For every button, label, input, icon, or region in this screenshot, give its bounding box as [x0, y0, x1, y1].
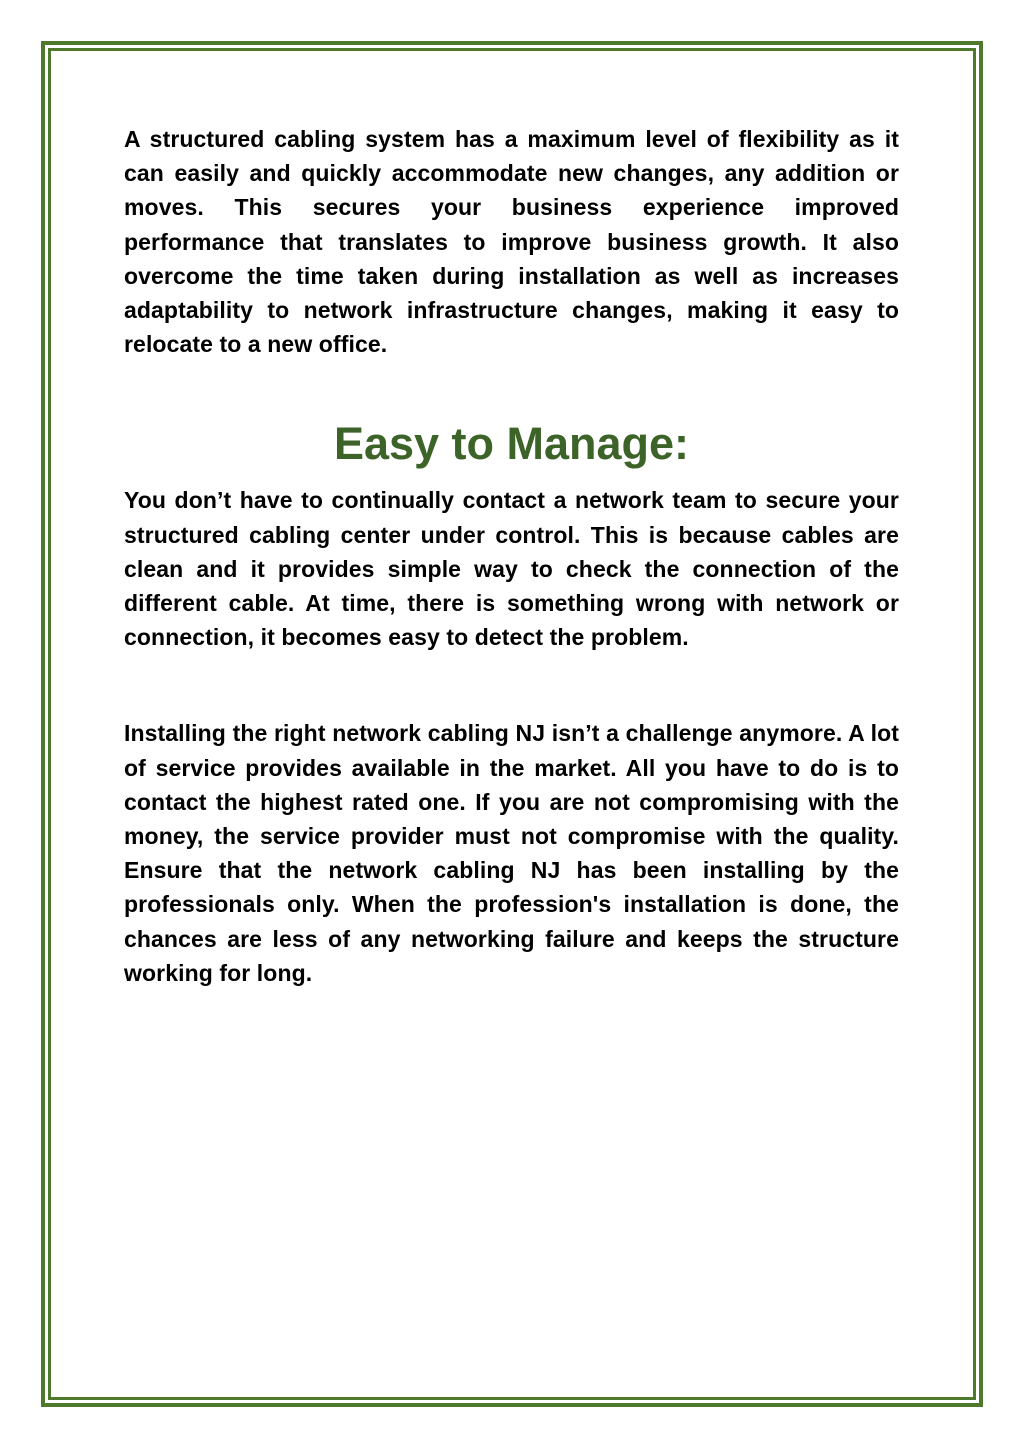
paragraph-easy-to-manage: You don’t have to continually contact a network team to secure your structured cabling center under control. This is because cables are clean and it provides simple way to check the connection of the different cable. At time, there is something wrong with network or connection, it becomes easy to detect the problem.: [124, 487, 899, 651]
paragraph-flexibility: A structured cabling system has a maximum level of flexibility as it can easily and quickly accommodate new changes, any addition or moves. This secures your business experience improved performance that translates to improve business growth. It also overcome the time taken during installation as well as increases adaptability to network infrastructure changes, making it easy to relocate to a new office.: [124, 126, 899, 358]
document-body: [124, 122, 899, 990]
section-heading-easy-to-manage: Easy to Manage:: [333, 418, 690, 470]
paragraph-installing-cabling: Installing the right network cabling NJ isn’t a challenge anymore. A lot of service provides available in the market. All you have to do is to contact the highest rated one. If you are not compromising with the money, the service provider must not compromise with the quality. Ensure that the network cabling NJ has been installing by the professionals only. When the profession's installation is done, the chances are less of any networking failure and keeps the structure working for long.: [124, 720, 899, 986]
